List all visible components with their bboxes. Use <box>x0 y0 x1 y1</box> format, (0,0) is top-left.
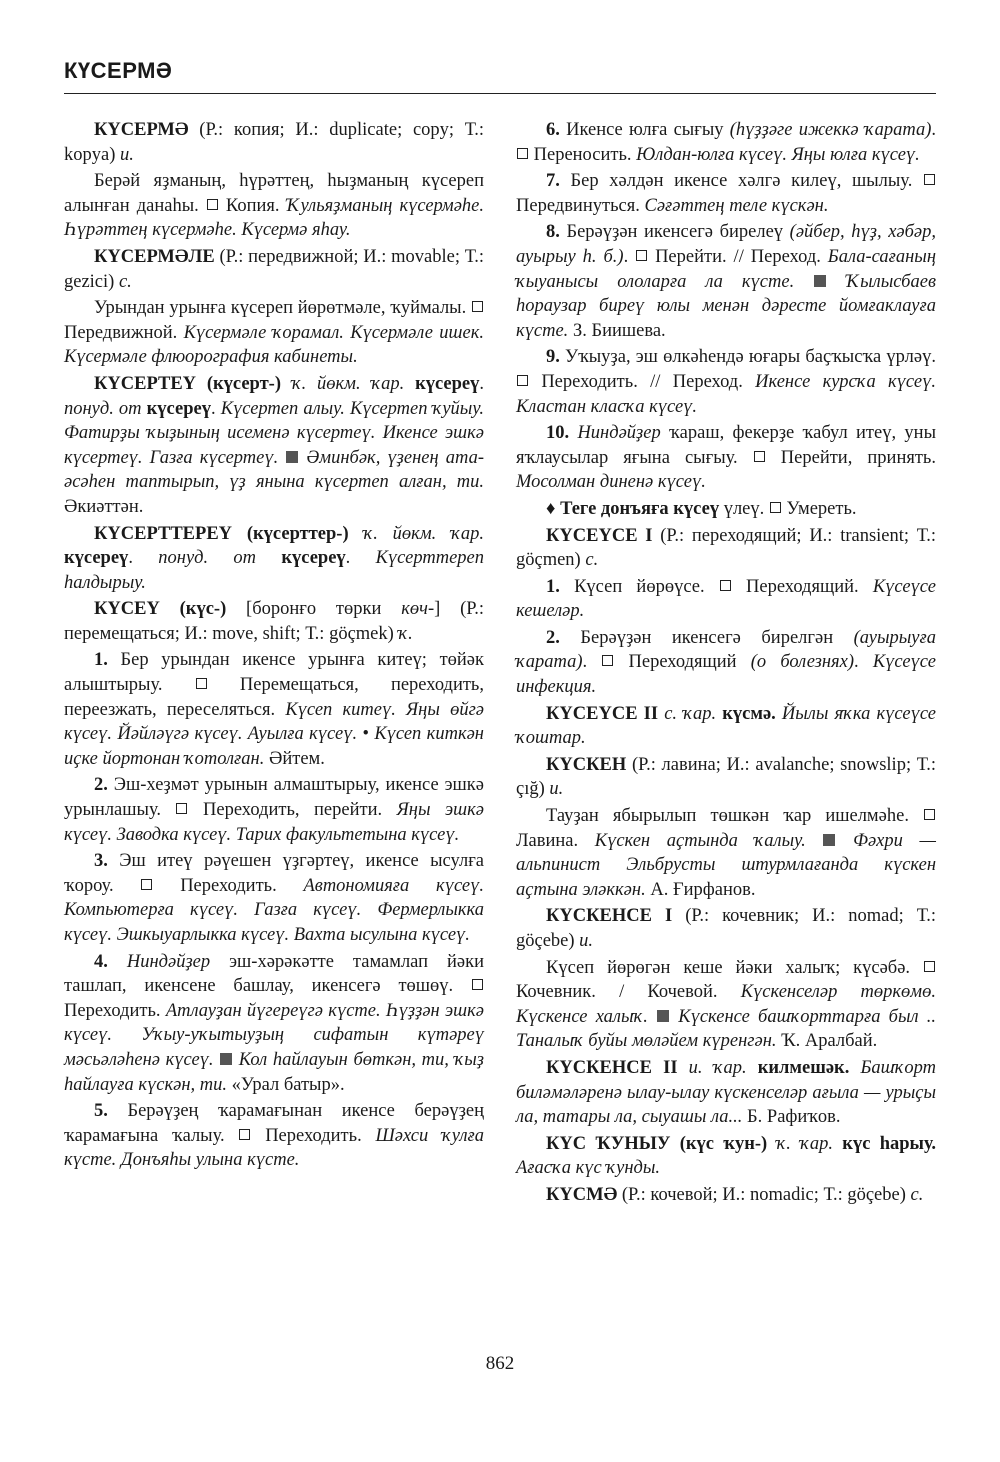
entry-text: Тауҙан ябырылып төшкән ҡар ишелмәһе. <box>546 806 923 827</box>
headword-text: КҮСЕҮСЕ II <box>546 703 659 724</box>
headword-text: КҮСЕРТТЕРЕҮ (күсерттер-) <box>94 523 349 544</box>
example-text: Башҡорт биләмәләренә ылау-ылау күскенселәр ағыла — урыҫы ла, татары ла, сыуашы ла... <box>516 1057 936 1128</box>
dictionary-entry <box>516 421 936 495</box>
dictionary-entry <box>516 626 936 700</box>
citation-marker-icon <box>286 451 298 463</box>
entry-text: үлеү. <box>719 498 769 519</box>
russian-equivalent-marker-icon <box>602 655 613 666</box>
entry-text: Күсеп йөрөүсе. <box>559 576 719 597</box>
entry-text: Переходящий <box>614 652 751 673</box>
headword-text: 2. <box>94 775 108 796</box>
example-text: Ҡульяҙманың күсермәһе. Һүрәттең күсермәһе. Күсермә яһау. <box>64 195 484 241</box>
entry-text: Переходить. // Переход. <box>529 371 756 392</box>
russian-equivalent-marker-icon <box>770 502 781 513</box>
headword-text: 6. <box>546 120 560 140</box>
dictionary-entry <box>516 118 936 167</box>
entry-text: . <box>128 548 159 569</box>
headword-text: килмешәк. <box>757 1057 861 1078</box>
entry-text: Берәүҙән икенсегә бирелгән <box>559 627 854 648</box>
example-text: Йылы яҡка күсеүсе ҡоштар. <box>516 703 936 749</box>
example-text: Яңы эшкә күсеү. Заводка күсеү. Тарих факультетына күсеү. <box>64 800 484 845</box>
dictionary-entry <box>64 245 484 294</box>
example-text: Әминбәк, үҙенең ата-әсәһен таптырып, үҙ янына күсертеп алған, ти. <box>64 447 484 493</box>
example-text: (ауырыуға ҡарата) <box>516 627 936 673</box>
entry-text: • <box>362 724 375 745</box>
headword-text: 9. <box>546 347 560 368</box>
entry-text: Эш итеү рәүешен үҙгәртеү, икенсе ысулға ҡороу. <box>64 851 484 896</box>
entry-text: . <box>854 652 873 673</box>
dictionary-entry <box>516 220 936 343</box>
example-text: Күскенселәр төркөмө. Күскенсе халыҡ. <box>516 982 936 1027</box>
dictionary-entry <box>516 702 936 751</box>
right-column <box>516 118 936 1210</box>
headword-text: 3. <box>94 851 108 872</box>
example-text: Күсеүсе инфекция. <box>516 652 936 698</box>
example-text: көч <box>401 599 428 620</box>
example-text: Күсеп киткән иҫке йортонан ҡотолған. <box>64 724 484 769</box>
example-text: Фәхри — альпинист Эльбрусты штурмлағанда күскен аҫтына эләккән. <box>516 830 936 900</box>
entry-text: Передвижной. <box>64 322 184 343</box>
entry-text: Б. Рафиҡов. <box>747 1107 841 1128</box>
entry-text: Бер хәлдән икенсе хәлгә килеү, шылыу. <box>559 171 923 192</box>
headword-text: КҮСКЕНСЕ I <box>546 906 673 927</box>
entry-text: Переходить, перейти. <box>188 800 397 821</box>
entry-text: А. Ғирфанов. <box>650 879 756 900</box>
example-text: и. <box>549 779 564 800</box>
dictionary-entry <box>516 345 936 419</box>
example-text: Кол һайлауын бөткән, ти, ҡыҙ һайлауға күскән, ти. <box>64 1049 484 1095</box>
dictionary-entry <box>64 950 484 1098</box>
running-head: КҮСЕРМӘ <box>64 58 173 83</box>
russian-equivalent-marker-icon <box>924 174 935 185</box>
entry-text: . <box>582 652 602 673</box>
russian-equivalent-marker-icon <box>472 301 483 312</box>
dictionary-entry <box>516 169 936 218</box>
entry-text: Бер урындан икенсе урынға китеү; төйәк алыштырыу. <box>64 650 484 696</box>
headword-text: күсмә. <box>722 703 782 724</box>
entry-text: ҡараш, фекерҙе ҡабул итеү, уны яҡлаусылар яғына сығыу. <box>516 423 936 468</box>
dictionary-entry <box>64 118 484 167</box>
example-text: с. <box>910 1184 924 1205</box>
headword-text: 1. <box>546 576 560 597</box>
entry-text: Икенсе юлға сығыу <box>559 120 730 140</box>
entry-text: Перейти, принять. <box>765 447 936 468</box>
left-column <box>64 118 484 1175</box>
headword-text: КҮСЕҮСЕ I <box>546 525 653 546</box>
entry-text: Перемещаться, переходить, переезжать, переселяться. <box>64 675 484 720</box>
headword-text: күс һарыу. <box>842 1133 936 1154</box>
entry-text: (Р.: передвижной; И.: movable; Т.: gezici) <box>64 246 484 292</box>
entry-text: Эш-хеҙмәт урынын алмаштырыу, икенсе эшкә урынлашыу. <box>64 775 484 821</box>
headword-text: күсереү <box>64 548 129 569</box>
russian-equivalent-marker-icon <box>754 451 765 462</box>
entry-text: Берәүҙән икенсегә бирелеү <box>559 222 790 243</box>
example-text: Юлдан-юлға күсеү. Яңы юлға күсеү. <box>636 144 920 165</box>
dictionary-entry <box>64 296 484 370</box>
example-text: Күскен аҫтында ҡалыу. <box>594 830 823 851</box>
dictionary-entry <box>516 1183 936 1208</box>
russian-equivalent-marker-icon <box>636 250 647 261</box>
example-text: Бала-сағаның ҡыуанысы ололарға ла күсте. <box>516 246 936 292</box>
entry-text: . <box>931 120 936 140</box>
dictionary-entry <box>64 169 484 243</box>
headword-text: КҮСЕРМӘЛЕ <box>94 246 215 267</box>
entry-text: Перейти. // Переход. <box>648 246 828 267</box>
example-text: с. <box>118 271 132 292</box>
headword-text: КҮСЕҮ (күс-) <box>94 599 227 620</box>
entry-text: Күсеп йөрөгән кеше йәки халыҡ; күсәбә. <box>546 957 923 978</box>
dictionary-entry <box>516 956 936 1054</box>
headword-text: 4. <box>94 951 108 972</box>
headword-text: КҮСЕРТЕҮ (күсерт-) <box>94 373 282 394</box>
example-text: Күсерттереп һалдырыу. <box>64 548 484 593</box>
example-text: Сәғәттең теле күскән. <box>644 195 829 216</box>
example-text: Күсертеп алыу. Күсертеп ҡуйыу. Фатирҙы ҡыҙының исеменә күсертеү. Икенсе эшкә күсертеү. Газға күсертеү. <box>64 398 485 468</box>
example-text: Күскенсе башҡорттарға был .. Таналыҡ буйы мөләйем күренгән. <box>516 1006 937 1052</box>
entry-text: (Р.: переходящий; И.: transient; Т.: göçmen) <box>516 525 936 571</box>
russian-equivalent-marker-icon <box>517 148 528 159</box>
russian-equivalent-marker-icon <box>517 375 528 386</box>
headword-text: 8. <box>546 222 560 243</box>
example-text: ҡ. йөкм. ҡар. <box>348 523 484 544</box>
example-text: Автономияға күсеү. Компьютерға күсеү. Газға күсеү. Фермерлыкка күсеү. Эшкыуарлыкка күсеү. Вахта ысулына күсеү. <box>64 875 484 945</box>
dictionary-entry <box>516 1132 936 1181</box>
example-text: Атлауҙан йүгереүгә күсте. Һүҙҙән эшкә күсеү. Уҡыу-уҡытыуҙың сифатын күтәреү мәсьәләһенә күсеү. <box>64 1000 484 1070</box>
example-text: Шәхси ҡулға күсте. Донъяһы улына күсте. <box>64 1125 484 1171</box>
example-text: с. ҡар. <box>658 703 723 724</box>
entry-text: . <box>345 548 376 569</box>
citation-marker-icon <box>814 275 826 287</box>
dictionary-entry <box>516 904 936 953</box>
citation-marker-icon <box>657 1010 669 1022</box>
entry-text: З. Биишева. <box>572 320 666 341</box>
entry-text: Копия. <box>218 195 287 216</box>
dictionary-entry <box>64 372 484 520</box>
header-rule <box>64 93 936 94</box>
russian-equivalent-marker-icon <box>239 1129 250 1140</box>
russian-equivalent-marker-icon <box>720 580 731 591</box>
example-text: ҡ. ҡар. <box>767 1133 843 1154</box>
headword-text: КҮСМӘ <box>546 1184 618 1205</box>
entry-text: Уҡыуҙа, эш өлкәһендә юғары баҫҡысҡа үрләү. <box>559 347 936 368</box>
dictionary-entry <box>516 497 936 522</box>
example-text: Ниндәйҙер <box>569 423 661 444</box>
dictionary-entry <box>64 773 484 847</box>
example-text: Күсеүсе кешеләр. <box>516 576 936 622</box>
dictionary-entry <box>516 753 936 802</box>
headword-text: күсереү <box>146 398 211 419</box>
russian-equivalent-marker-icon <box>472 979 483 990</box>
entry-text: (Р.: кочевой; И.: nomadic; Т.: göçebe) <box>617 1184 911 1205</box>
entry-text: ♦ <box>546 498 561 519</box>
russian-equivalent-marker-icon <box>176 803 187 814</box>
entry-text: (Р.: кочевник; И.: nomad; Т.: göçebe) <box>516 906 936 951</box>
headword-text: күсереү <box>281 548 346 569</box>
headword-text: күсереү <box>415 373 480 394</box>
dictionary-entry <box>64 522 484 596</box>
headword-text: КҮСЕРМӘ <box>94 120 189 140</box>
entry-text: Урындан урынға күсереп йөрөтмәле, ҡуймалы. <box>94 298 471 319</box>
example-text: понуд. от <box>158 548 282 569</box>
example-text: Күсермәле ҡорамал. Күсермәле ишек. Күсермәле флюорография кабинеты. <box>64 322 485 368</box>
citation-marker-icon <box>220 1053 232 1065</box>
headword-text: Теге донъяға күсеү <box>560 498 720 519</box>
example-text: Ҡылысбаев һораузар биреү юлы менән дәресте йомғаклауға күсте. <box>516 271 936 341</box>
example-text: (о болезнях) <box>750 652 855 673</box>
dictionary-entry <box>64 648 484 771</box>
dictionary-entry <box>516 524 936 573</box>
entry-text: Берәүҙең ҡарамағынан икенсе берәүҙең ҡарамағына ҡалыу. <box>64 1101 484 1146</box>
entry-text: Ҡ. Аралбай. <box>781 1031 878 1052</box>
example-text: с. <box>585 550 599 571</box>
example-text: ҡ. йөкм. ҡар. <box>281 373 416 394</box>
entry-text: . <box>479 373 484 394</box>
dictionary-entry <box>516 575 936 624</box>
entry-text: Переходящий. <box>731 576 873 597</box>
headword-text: 2. <box>546 627 560 648</box>
entry-text: Переходить. <box>251 1125 376 1146</box>
russian-equivalent-marker-icon <box>141 879 152 890</box>
entry-text: Лавина. <box>516 830 595 851</box>
entry-text: (Р.: лавина; И.: avalanche; snowslip; Т.: çığ) <box>516 754 936 800</box>
entry-text: Берәй яҙманың, һүрәттең, һыҙманың күсереп алынған данаһы. <box>64 171 484 216</box>
dictionary-entry <box>516 1056 936 1130</box>
example-text: ҡ. <box>398 623 413 644</box>
headword-text: 7. <box>546 171 560 192</box>
citation-marker-icon <box>823 834 835 846</box>
entry-text: (Р.: копия; И.: duplicate; copy; Т.: kopya) <box>64 120 484 165</box>
example-text: и. ҡар. <box>677 1057 758 1078</box>
example-text: (әйбер, һүҙ, хәбәр, ауырыу һ. б.) <box>516 222 937 267</box>
example-text: Күсеп китеү. Яңы өйгә күсеү. Йәйләүгә күсеү. Ауылға күсеү. <box>64 699 485 745</box>
dictionary-entry <box>64 849 484 947</box>
entry-text: . <box>210 398 221 419</box>
headword-text: 5. <box>94 1101 108 1122</box>
headword-text: КҮСКЕНСЕ II <box>546 1057 678 1078</box>
example-text: Мосолман диненә күсеү. <box>516 472 706 493</box>
example-text: Ағасҡа күс ҡунды. <box>516 1158 661 1179</box>
dictionary-entry <box>64 1099 484 1173</box>
entry-text: Переходить. <box>153 875 304 896</box>
russian-equivalent-marker-icon <box>924 809 935 820</box>
entry-text: эш-хәрәкәтте тамамлап йәки ташлап, икенсене башлау, икенсегә төшөү. <box>64 951 485 997</box>
entry-text: Переходить. <box>64 1000 166 1021</box>
example-text: (һүҙҙәге ижеккә ҡарата) <box>729 120 932 140</box>
entry-text: Кочевник. / Кочевой. <box>516 982 741 1003</box>
example-text: Ниндәйҙер <box>107 951 211 972</box>
dictionary-entry <box>64 597 484 646</box>
entry-text: Переносить. <box>529 144 637 165</box>
headword-text: КҮС ҠУНЫУ (күс ҡун-) <box>546 1133 768 1154</box>
example-text: Икенсе курсҡа күсеү. Кластан класҡа күсеү. <box>516 371 936 417</box>
russian-equivalent-marker-icon <box>924 961 935 972</box>
entry-text: -] (Р.: перемещаться; И.: move, shift; Т.: göçmek) <box>64 599 484 644</box>
entry-text: Әкиәттән. <box>64 496 144 517</box>
entry-text: «Урал батыр». <box>231 1074 345 1095</box>
russian-equivalent-marker-icon <box>196 678 207 689</box>
headword-text: КҮСКЕН <box>546 754 627 775</box>
entry-text: . <box>623 246 636 267</box>
entry-text: [боронғо төрки <box>226 599 402 620</box>
entry-text: Передвинуться. <box>516 195 645 216</box>
headword-text: 10. <box>546 423 570 444</box>
headword-text: 1. <box>94 650 108 671</box>
russian-equivalent-marker-icon <box>207 199 218 210</box>
entry-text: Әйтем. <box>268 748 325 769</box>
example-text: понуд. от <box>64 398 147 419</box>
example-text: и. <box>120 144 134 165</box>
example-text: и. <box>579 931 594 951</box>
dictionary-entry <box>516 804 936 902</box>
entry-text: Умереть. <box>781 498 857 519</box>
page-number: 862 <box>485 1353 515 1374</box>
